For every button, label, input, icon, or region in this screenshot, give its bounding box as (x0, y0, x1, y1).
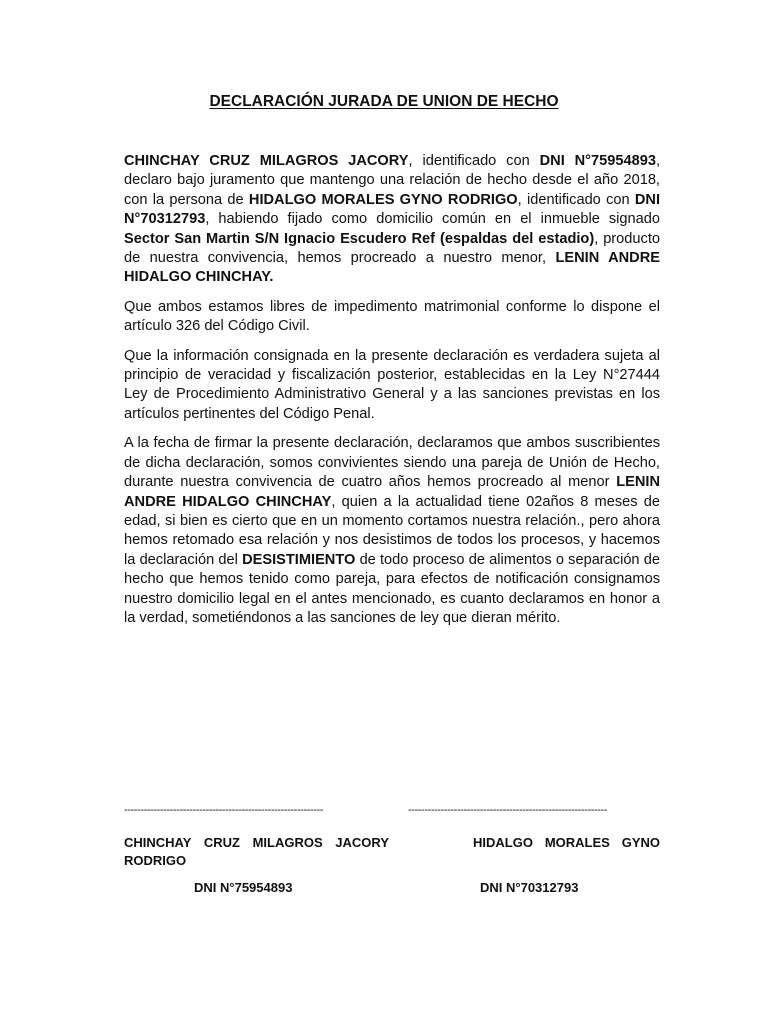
paragraph-1-text-1: , identificado con (408, 153, 540, 169)
paragraph-1-text-3: , identificado con (517, 191, 635, 208)
partner-name: HIDALGO MORALES GYNO RODRIGO (248, 191, 518, 208)
signature-line-right: ------------------------------------------------------------- (408, 804, 608, 816)
child-name-2: LENIN ANDRE HIDALGO CHINCHAY (124, 474, 660, 510)
paragraph-1-text-2: , declaro bajo juramento que mantengo una relación de hecho desde el año 2018, con la persona de (124, 153, 660, 208)
declarant-dni: DNI N°75954893 (539, 153, 656, 169)
paragraph-1-text-4: , habiendo fijado como domicilio común en el inmueble signado (205, 211, 660, 228)
document-title: DECLARACIÓN JURADA DE UNION DE HECHO (209, 93, 559, 110)
child-name: LENIN ANDRE HIDALGO CHINCHAY. (124, 250, 660, 286)
paragraph-2: Que ambos estamos libres de impedimento matrimonial conforme lo dispone el artículo 326 del Código Civil. (124, 298, 660, 335)
signature-name-left: CHINCHAY CRUZ MILAGROS JACORY RODRIGO (124, 835, 389, 868)
partner-dni: DNI N°70312793 (124, 191, 660, 228)
desistimiento-word: DESISTIMIENTO (242, 551, 356, 568)
paragraph-4-text-3: de todo proceso de alimentos o separación de hecho que hemos tenido como pareja, para efectos de notificación consignamos nuestro domicilio legal en el antes mencionado, es cuanto declaramos en honor a la verdad, sometiéndonos a las sanciones de ley que dieran mérito. (124, 551, 660, 626)
signature-line-left: ------------------------------------------------------------- (124, 804, 324, 816)
address: Sector San Martin S/N Ignacio Escudero Ref (espaldas del estadio) (124, 230, 595, 247)
document-body (124, 152, 660, 638)
signature-name-right: HIDALGO MORALES GYNO (473, 835, 660, 850)
paragraph-1 (124, 152, 660, 288)
signature-dni-left: DNI N°75954893 (194, 880, 293, 895)
signature-dni-right: DNI N°70312793 (480, 880, 579, 895)
paragraph-3: Que la información consignada en la presente declaración es verdadera sujeta al principio de veracidad y fiscalización posterior, establecidas en la Ley N°27444 Ley de Procedimiento Administrativo General y a las sanciones previstas en los artículos pertinentes del Código Penal. (124, 347, 660, 422)
paragraph-1-text-5: , producto de nuestra convivencia, hemos procreado a nuestro menor, (124, 230, 660, 267)
paragraph-4 (124, 434, 660, 628)
declarant-name: CHINCHAY CRUZ MILAGROS JACORY (124, 153, 409, 169)
paragraph-4-text-2: , quien a la actualidad tiene 02años 8 meses de edad, si bien es cierto que en un momento cortamos nuestra relación., pero ahora hemos retomado esa relación y nos desistimos de todos los procesos, y hacemos la declaración del (124, 493, 660, 568)
paragraph-4-text-1: A la fecha de firmar la presente declaración, declaramos que ambos suscribientes de dicha declaración, somos convivientes siendo una pareja de Unión de Hecho, durante nuestra convivencia de cuatro años hemos procreado al menor (124, 435, 660, 491)
